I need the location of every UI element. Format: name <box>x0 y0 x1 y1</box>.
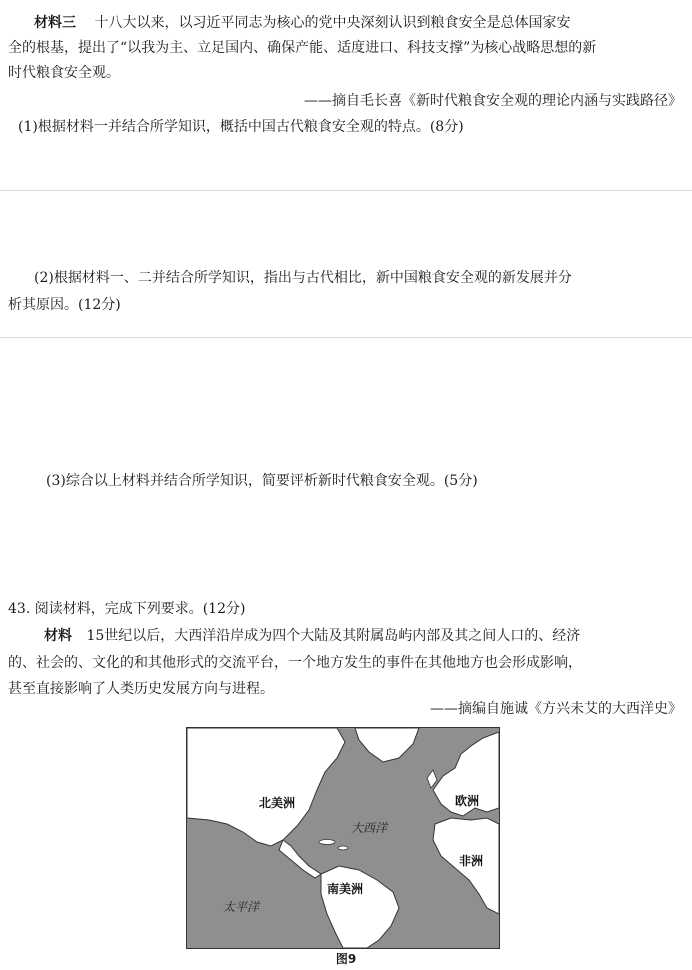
divider <box>0 337 692 338</box>
question-2-line-2: 析其原因。(12分) <box>8 297 121 313</box>
material3-line-1 <box>34 14 570 32</box>
label-europe: 欧洲 <box>455 794 480 808</box>
question-43-heading: 43. 阅读材料，完成下列要求。(12分) <box>8 601 246 617</box>
q43-material-line-3: 甚至直接影响了人类历史发展方向与进程。 <box>8 681 274 697</box>
label-north-america: 北美洲 <box>259 796 296 810</box>
material3-text-1: 十八大以来，以习近平同志为核心的党中央深刻认识到粮食安全是总体国家安 <box>94 15 571 31</box>
map-graphic <box>187 728 499 948</box>
label-south-america: 南美洲 <box>327 882 364 896</box>
q43-source: ——摘编自施诚《方兴未艾的大西洋史》 <box>430 701 682 717</box>
material3-line-2: 全的根基，提出了“以我为主、立足国内、确保产能、适度进口、科技支撑”为核心战略思想的新 <box>8 40 597 56</box>
q43-material-text-1: 15世纪以后，大西洋沿岸成为四个大陆及其附属岛屿内部及其之间人口的、经济 <box>86 628 581 644</box>
atlantic-map <box>186 727 500 949</box>
figure-caption: 图9 <box>335 952 357 966</box>
label-pacific: 太平洋 <box>223 900 260 914</box>
divider <box>0 190 692 191</box>
material3-source: ——摘自毛长喜《新时代粮食安全观的理论内涵与实践路径》 <box>304 93 682 109</box>
q43-material-line-1 <box>44 627 580 645</box>
material3-line-3: 时代粮食安全观。 <box>8 65 120 81</box>
question-1: (1)根据材料一并结合所学知识，概括中国古代粮食安全观的特点。(8分) <box>18 119 464 135</box>
material3-label: 材料三 <box>34 15 76 31</box>
question-3: (3)综合以上材料并结合所学知识，简要评析新时代粮食安全观。(5分) <box>46 473 478 489</box>
q43-material-label: 材料 <box>44 628 72 644</box>
label-atlantic: 大西洋 <box>351 821 388 835</box>
label-africa: 非洲 <box>459 854 484 868</box>
q43-material-line-2: 的、社会的、文化的和其他形式的交流平台，一个地方发生的事件在其他地方也会形成影响， <box>8 655 582 671</box>
question-2-line-1: (2)根据材料一、二并结合所学知识，指出与古代相比，新中国粮食安全观的新发展并分 <box>34 270 572 286</box>
